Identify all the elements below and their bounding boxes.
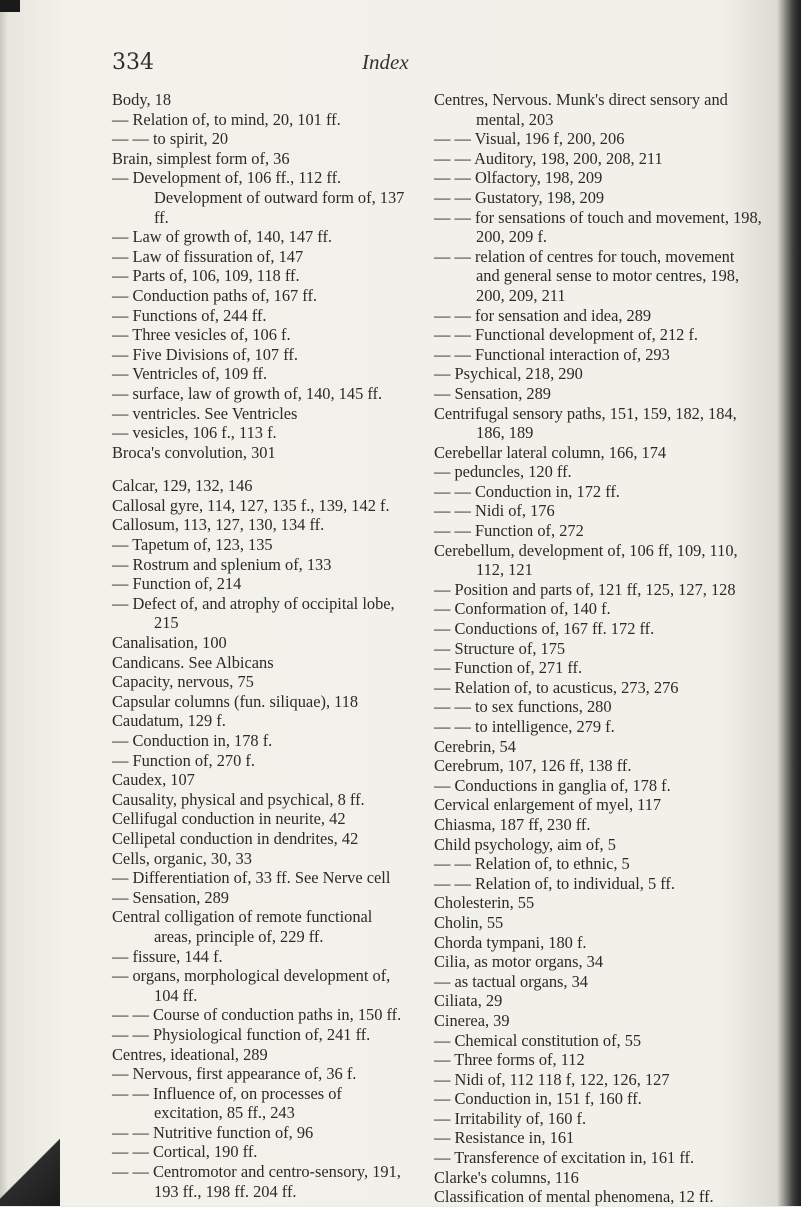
index-entry: — Conductions of, 167 ff. 172 ff. bbox=[434, 619, 655, 639]
index-entry: — Functions of, 244 ff. bbox=[112, 305, 267, 325]
index-block-c-continued bbox=[434, 90, 762, 1207]
index-entry: — Development of, 106 ff., 112 ff. Development of outward form of, 137 ff. bbox=[112, 168, 405, 227]
index-entry: Cells, organic, 30, 33 bbox=[112, 848, 252, 868]
index-entry: Canalisation, 100 bbox=[112, 633, 227, 653]
index-entry: — as tactual organs, 34 bbox=[434, 971, 589, 991]
index-entry: Cinerea, 39 bbox=[434, 1010, 510, 1030]
index-entry: — — relation of centres for touch, movement and general sense to motor centres, 198, 200, 209, 211 bbox=[434, 246, 740, 305]
index-entry: — — Functional development of, 212 f. bbox=[434, 325, 699, 345]
index-entry: — surface, law of growth of, 140, 145 ff. bbox=[112, 383, 383, 403]
section-gap bbox=[112, 462, 410, 476]
index-column-left bbox=[112, 90, 410, 1201]
index-entry: — — to sex functions, 280 bbox=[434, 697, 612, 717]
index-entry: — ventricles. See Ventricles bbox=[112, 403, 298, 423]
index-entry: Cerebrum, 107, 126 ff, 138 ff. bbox=[434, 756, 632, 776]
index-entry: Caudatum, 129 f. bbox=[112, 711, 226, 731]
index-entry: — Law of growth of, 140, 147 ff. bbox=[112, 227, 333, 247]
index-entry: Ciliata, 29 bbox=[434, 991, 503, 1011]
index-entry: Callosal gyre, 114, 127, 135 f., 139, 142 f. bbox=[112, 495, 390, 515]
index-entry: — Three vesicles of, 106 f. bbox=[112, 325, 291, 345]
index-entry: — Law of fissuration of, 147 bbox=[112, 246, 304, 266]
index-entry: Capacity, nervous, 75 bbox=[112, 672, 254, 692]
index-entry: Cellipetal conduction in dendrites, 42 bbox=[112, 828, 359, 848]
index-entry: Centrifugal sensory paths, 151, 159, 182, 184, 186, 189 bbox=[434, 403, 737, 443]
index-entry: — fissure, 144 f. bbox=[112, 946, 223, 966]
index-entry: — Conduction in, 151 f, 160 ff. bbox=[434, 1089, 642, 1109]
index-entry: Capsular columns (fun. siliquae), 118 bbox=[112, 691, 359, 711]
index-entry: Cerebellum, development of, 106 ff, 109, 110, 112, 121 bbox=[434, 540, 738, 580]
index-entry: — — to spirit, 20 bbox=[112, 129, 229, 149]
page-header bbox=[112, 50, 732, 84]
index-entry: Candicans. See Albicans bbox=[112, 652, 274, 672]
index-entry: — organs, morphological development of, 104 ff. bbox=[112, 966, 391, 1005]
index-entry: Cellifugal conduction in neurite, 42 bbox=[112, 809, 346, 829]
index-column-right bbox=[434, 90, 762, 1207]
index-entry: — — Functional interaction of, 293 bbox=[434, 344, 670, 364]
index-entry: — Tapetum of, 123, 135 bbox=[112, 535, 273, 555]
index-entry: — Psychical, 218, 290 bbox=[434, 364, 583, 384]
index-entry: — — Nutritive function of, 96 bbox=[112, 1122, 314, 1142]
index-entry: — Parts of, 106, 109, 118 ff. bbox=[112, 266, 300, 286]
index-entry: — Irritability of, 160 f. bbox=[434, 1108, 587, 1128]
index-entry: — Position and parts of, 121 ff, 125, 127, 128 bbox=[434, 579, 736, 599]
index-entry: — Relation of, to mind, 20, 101 ff. bbox=[112, 109, 341, 129]
index-entry: Callosum, 113, 127, 130, 134 ff. bbox=[112, 515, 325, 535]
scan-corner-shadow bbox=[0, 1130, 60, 1206]
index-entry: — — Centromotor and centro-sensory, 191, 193 ff., 198 ff. 204 ff. bbox=[112, 1162, 401, 1201]
page-number: 334 bbox=[112, 50, 154, 75]
index-entry: — — Auditory, 198, 200, 208, 211 bbox=[434, 148, 663, 168]
index-entry: — vesicles, 106 f., 113 f. bbox=[112, 423, 277, 443]
index-entry: — Resistance in, 161 bbox=[434, 1128, 575, 1148]
index-entry: — Chemical constitution of, 55 bbox=[434, 1030, 642, 1050]
index-block-c bbox=[112, 476, 410, 1201]
index-entry: — Structure of, 175 bbox=[434, 638, 566, 658]
index-entry: — — to intelligence, 279 f. bbox=[434, 717, 615, 736]
index-entry: — Five Divisions of, 107 ff. bbox=[112, 344, 298, 364]
index-entry: Chorda tympani, 180 f. bbox=[434, 932, 587, 952]
index-entry: — Ventricles of, 109 ff. bbox=[112, 364, 268, 384]
index-entry: — Function of, 214 bbox=[112, 574, 242, 594]
index-entry: Cerebellar lateral column, 166, 174 bbox=[434, 442, 667, 462]
index-entry: Centres, ideational, 289 bbox=[112, 1044, 268, 1064]
index-entry: — Three forms of, 112 bbox=[434, 1050, 585, 1070]
index-entry: Clarke's columns, 116 bbox=[434, 1167, 579, 1187]
index-entry: Classification of mental phenomena, 12 ff. bbox=[434, 1187, 714, 1207]
index-entry: Central colligation of remote functional areas, principle of, 229 ff. bbox=[112, 907, 373, 946]
index-entry: — Sensation, 289 bbox=[434, 383, 552, 403]
scan-corner-mark bbox=[0, 0, 20, 12]
index-entry: — Rostrum and splenium of, 133 bbox=[112, 554, 332, 574]
index-entry: Centres, Nervous. Munk's direct sensory and mental, 203 bbox=[434, 90, 728, 129]
index-entry: — — Nidi of, 176 bbox=[434, 501, 555, 521]
index-entry: — Conductions in ganglia of, 178 f. bbox=[434, 775, 671, 795]
index-entry: — — Olfactory, 198, 209 bbox=[434, 168, 603, 188]
index-entry: — — Function of, 272 bbox=[434, 521, 584, 541]
index-entry: Cerebrin, 54 bbox=[434, 736, 516, 756]
index-entry: — — Gustatory, 198, 209 bbox=[434, 187, 605, 207]
index-entry: — Function of, 270 f. bbox=[112, 750, 255, 770]
index-entry: — — for sensations of touch and movement, 198, 200, 209 f. bbox=[434, 207, 762, 247]
index-entry: — — Visual, 196 f, 200, 206 bbox=[434, 129, 625, 149]
index-entry: — — Relation of, to individual, 5 ff. bbox=[434, 873, 675, 893]
index-entry: — Function of, 271 ff. bbox=[434, 658, 583, 678]
running-head: Index bbox=[362, 50, 409, 74]
index-entry: — Conformation of, 140 f. bbox=[434, 599, 611, 619]
index-entry: — Nidi of, 112 118 f, 122, 126, 127 bbox=[434, 1069, 670, 1089]
index-entry: Causality, physical and psychical, 8 ff. bbox=[112, 789, 365, 809]
index-entry: — — for sensation and idea, 289 bbox=[434, 305, 652, 325]
index-entry: Calcar, 129, 132, 146 bbox=[112, 476, 253, 496]
index-entry: — Sensation, 289 bbox=[112, 887, 230, 907]
index-entry: Brain, simplest form of, 36 bbox=[112, 148, 290, 168]
index-entry: — — Influence of, on processes of excitation, 85 ff., 243 bbox=[112, 1083, 342, 1123]
index-entry: Broca's convolution, 301 bbox=[112, 442, 276, 462]
index-entry: Cholesterin, 55 bbox=[434, 893, 535, 913]
index-entry: — — Physiological function of, 241 ff. bbox=[112, 1024, 371, 1044]
index-entry: Cholin, 55 bbox=[434, 912, 504, 932]
index-entry: Cilia, as motor organs, 34 bbox=[434, 952, 604, 972]
index-block-b bbox=[112, 90, 410, 462]
page-gutter-shadow bbox=[0, 0, 8, 1206]
index-entry: — Nervous, first appearance of, 36 f. bbox=[112, 1064, 357, 1084]
index-entry: Body, 18 bbox=[112, 90, 172, 109]
index-entry: Cervical enlargement of myel, 117 bbox=[434, 795, 662, 815]
index-entry: Child psychology, aim of, 5 bbox=[434, 834, 616, 854]
index-entry: — — Cortical, 190 ff. bbox=[112, 1142, 258, 1162]
index-entry: — — Course of conduction paths in, 150 ff. bbox=[112, 1005, 402, 1025]
index-entry: — Conduction in, 178 f. bbox=[112, 731, 273, 750]
index-entry: — Conduction paths of, 167 ff. bbox=[112, 285, 318, 305]
index-entry: — Defect of, and atrophy of occipital lobe, 215 bbox=[112, 593, 395, 633]
index-entry: — Differentiation of, 33 ff. See Nerve cell bbox=[112, 868, 391, 888]
index-entry: Caudex, 107 bbox=[112, 770, 195, 790]
index-entry: — peduncles, 120 ff. bbox=[434, 462, 572, 482]
index-entry: — — Relation of, to ethnic, 5 bbox=[434, 854, 630, 874]
index-entry: — Relation of, to acusticus, 273, 276 bbox=[434, 677, 679, 697]
index-entry: — Transference of excitation in, 161 ff. bbox=[434, 1148, 695, 1168]
index-entry: — — Conduction in, 172 ff. bbox=[434, 481, 620, 501]
index-entry: Chiasma, 187 ff, 230 ff. bbox=[434, 814, 591, 834]
